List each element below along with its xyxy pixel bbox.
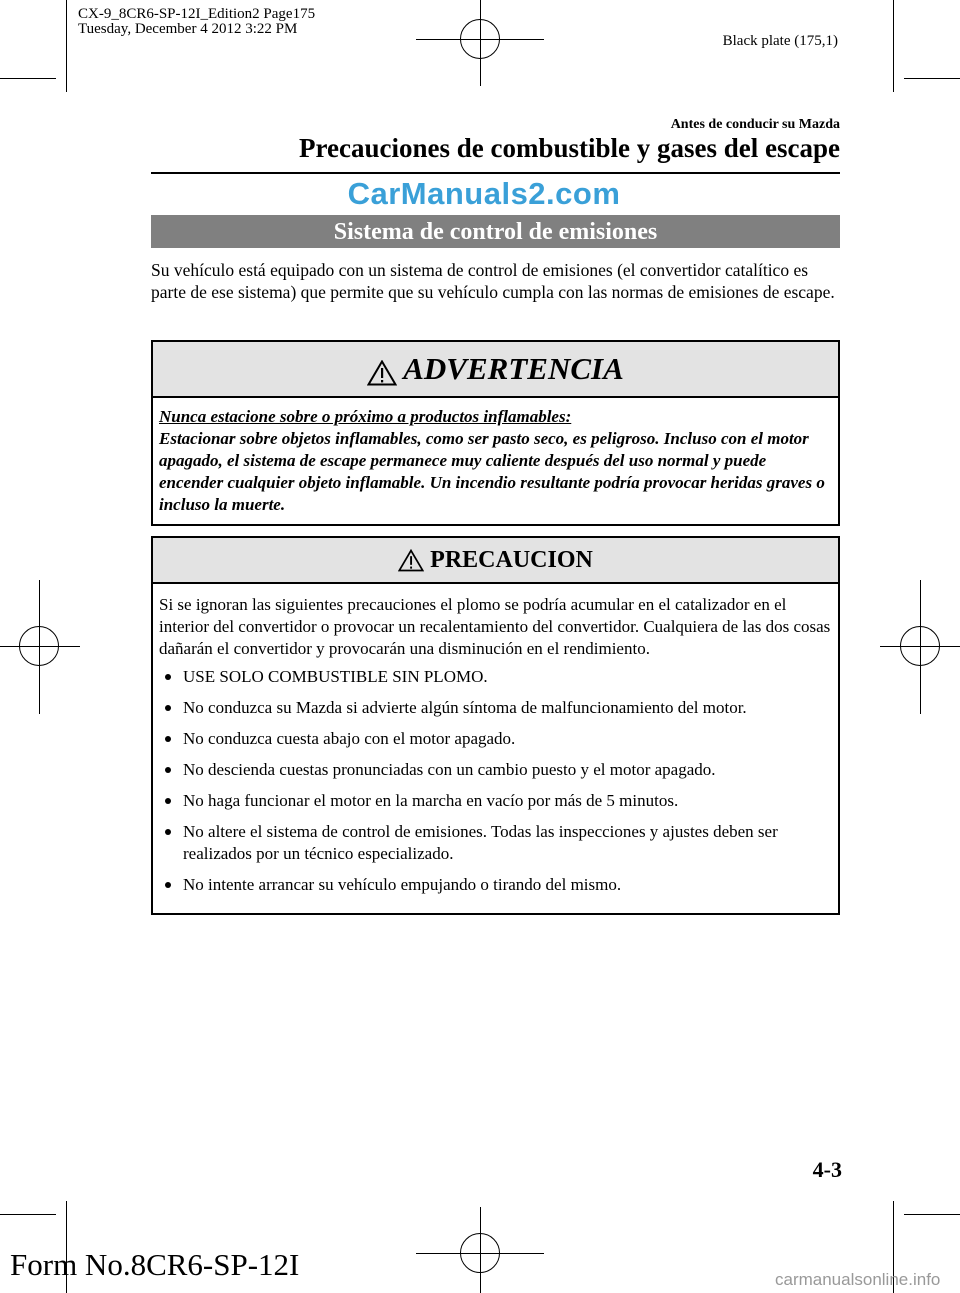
- warning-triangle-icon: [367, 360, 397, 391]
- warning-box: [151, 340, 840, 526]
- warning-body: [153, 398, 838, 524]
- watermark-top: CarManuals2.com: [347, 176, 621, 211]
- list-item: No intente arrancar su vehículo empujando o tirando del mismo.: [159, 874, 832, 896]
- bullet-icon: [165, 705, 171, 711]
- page-number: 4-3: [812, 1157, 842, 1182]
- print-header-line1: CX-9_8CR6-SP-12I_Edition2 Page175: [78, 6, 316, 22]
- caution-list: [159, 666, 832, 896]
- caution-box: [151, 536, 840, 915]
- bullet-icon: [165, 829, 171, 835]
- chapter-label: Antes de conducir su Mazda: [670, 117, 840, 132]
- warning-text: Estacionar sobre objetos inflamables, como ser pasto seco, es peligroso. Incluso con el motor apagado, el sistema de escape permanece muy caliente después del uso normal y puede encender cualquier objeto inflamable. Un incendio resultante podría provocar heridas graves o incluso la muerte.: [159, 429, 825, 514]
- section-title: Sistema de control de emisiones: [151, 215, 840, 248]
- bullet-icon: [165, 882, 171, 888]
- warning-header: [153, 342, 838, 398]
- list-item: No conduzca cuesta abajo con el motor apagado.: [159, 728, 832, 750]
- warning-heading: Nunca estacione sobre o próximo a productos inflamables:: [159, 407, 572, 426]
- bullet-icon: [165, 767, 171, 773]
- caution-body: [153, 584, 838, 913]
- caution-title: PRECAUCION: [430, 547, 593, 573]
- bullet-icon: [165, 798, 171, 804]
- caution-header: [153, 538, 838, 584]
- form-number: Form No.8CR6-SP-12I: [10, 1247, 300, 1282]
- list-item: No haga funcionar el motor en la marcha en vacío por más de 5 minutos.: [159, 790, 832, 812]
- print-header-line2: Tuesday, December 4 2012 3:22 PM: [78, 21, 298, 37]
- list-item: No altere el sistema de control de emisiones. Todas las inspecciones y ajustes deben ser realizados por un técnico especializado.: [159, 821, 832, 865]
- chapter-title: Precauciones de combustible y gases del escape: [299, 133, 840, 163]
- list-item: No descienda cuestas pronunciadas con un cambio puesto y el motor apagado.: [159, 759, 832, 781]
- chapter-rule: [151, 172, 840, 174]
- bullet-icon: [165, 736, 171, 742]
- caution-intro: Si se ignoran las siguientes precauciones el plomo se podría acumular en el catalizador en el interior del convertidor o provocar un recalentamiento del convertidor. Cualquiera de las dos cosas dañarán el convertidor y provocarán una disminución en el rendimiento.: [159, 595, 831, 658]
- warning-title: ADVERTENCIA: [403, 351, 624, 386]
- plate-label: Black plate (175,1): [722, 33, 838, 49]
- list-item: USE SOLO COMBUSTIBLE SIN PLOMO.: [159, 666, 832, 688]
- watermark-bottom: carmanualsonline.info: [775, 1270, 941, 1289]
- list-item: No conduzca su Mazda si advierte algún síntoma de malfuncionamiento del motor.: [159, 697, 832, 719]
- bullet-icon: [165, 674, 171, 680]
- caution-triangle-icon: [398, 549, 424, 577]
- section-body: Su vehículo está equipado con un sistema de control de emisiones (el convertidor catalítico es parte de ese sistema) que permite que su vehículo cumpla con las normas de emisiones de escape.: [151, 260, 835, 302]
